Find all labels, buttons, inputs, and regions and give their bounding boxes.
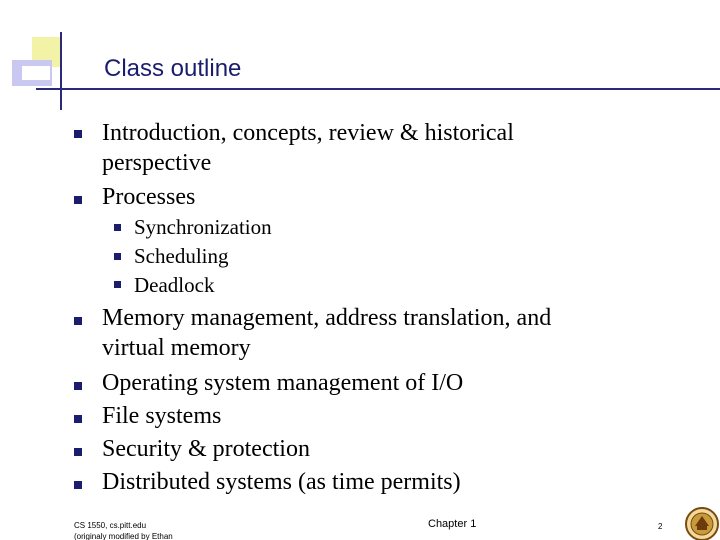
bullet-icon (74, 196, 82, 204)
slide-title: Class outline (104, 55, 242, 82)
list-item (102, 117, 514, 179)
sub-bullet-icon (114, 224, 121, 231)
footer-chapter: Chapter 1 (428, 518, 477, 530)
bullet-icon (74, 448, 82, 456)
sub-bullet-icon (114, 253, 121, 260)
list-item-line: perspective (102, 150, 212, 176)
list-item-line: Distributed systems (as time permits) (102, 469, 461, 495)
list-item (102, 400, 221, 432)
list-item-line: virtual memory (102, 335, 251, 361)
list-item-line: Security & protection (102, 436, 310, 462)
decor-vertical-line (60, 32, 62, 110)
list-item-line: Memory management, address translation, and (102, 305, 552, 331)
list-item-line: Processes (102, 184, 196, 210)
list-item-line: Introduction, concepts, review & historical (102, 120, 514, 146)
bullet-icon (74, 130, 82, 138)
footer-course-line: CS 1550, cs.pitt.edu (74, 521, 147, 530)
list-item-line: Scheduling (134, 244, 229, 268)
sub-list-item (134, 242, 229, 270)
bullet-icon (74, 481, 82, 489)
list-item (102, 433, 310, 465)
list-item (102, 466, 461, 498)
bullet-icon (74, 415, 82, 423)
bullet-icon (74, 317, 82, 325)
list-item-line: Deadlock (134, 273, 215, 297)
list-item (102, 302, 551, 364)
list-item (102, 367, 463, 399)
list-item-line: Operating system management of I/O (102, 370, 464, 396)
sub-list-item (134, 213, 272, 241)
sub-bullet-icon (114, 281, 121, 288)
decor-white-square (22, 66, 50, 80)
bullet-icon (74, 382, 82, 390)
footer-course (74, 520, 173, 540)
footer-course-line: (originaly modified by Ethan (74, 532, 173, 540)
list-item-line: File systems (102, 403, 222, 429)
list-item (102, 181, 195, 213)
page-number: 2 (658, 522, 663, 531)
list-item-line: Synchronization (134, 215, 272, 239)
sub-list-item (134, 271, 214, 299)
decor-horizontal-line (36, 88, 720, 90)
university-seal-icon (684, 506, 720, 540)
